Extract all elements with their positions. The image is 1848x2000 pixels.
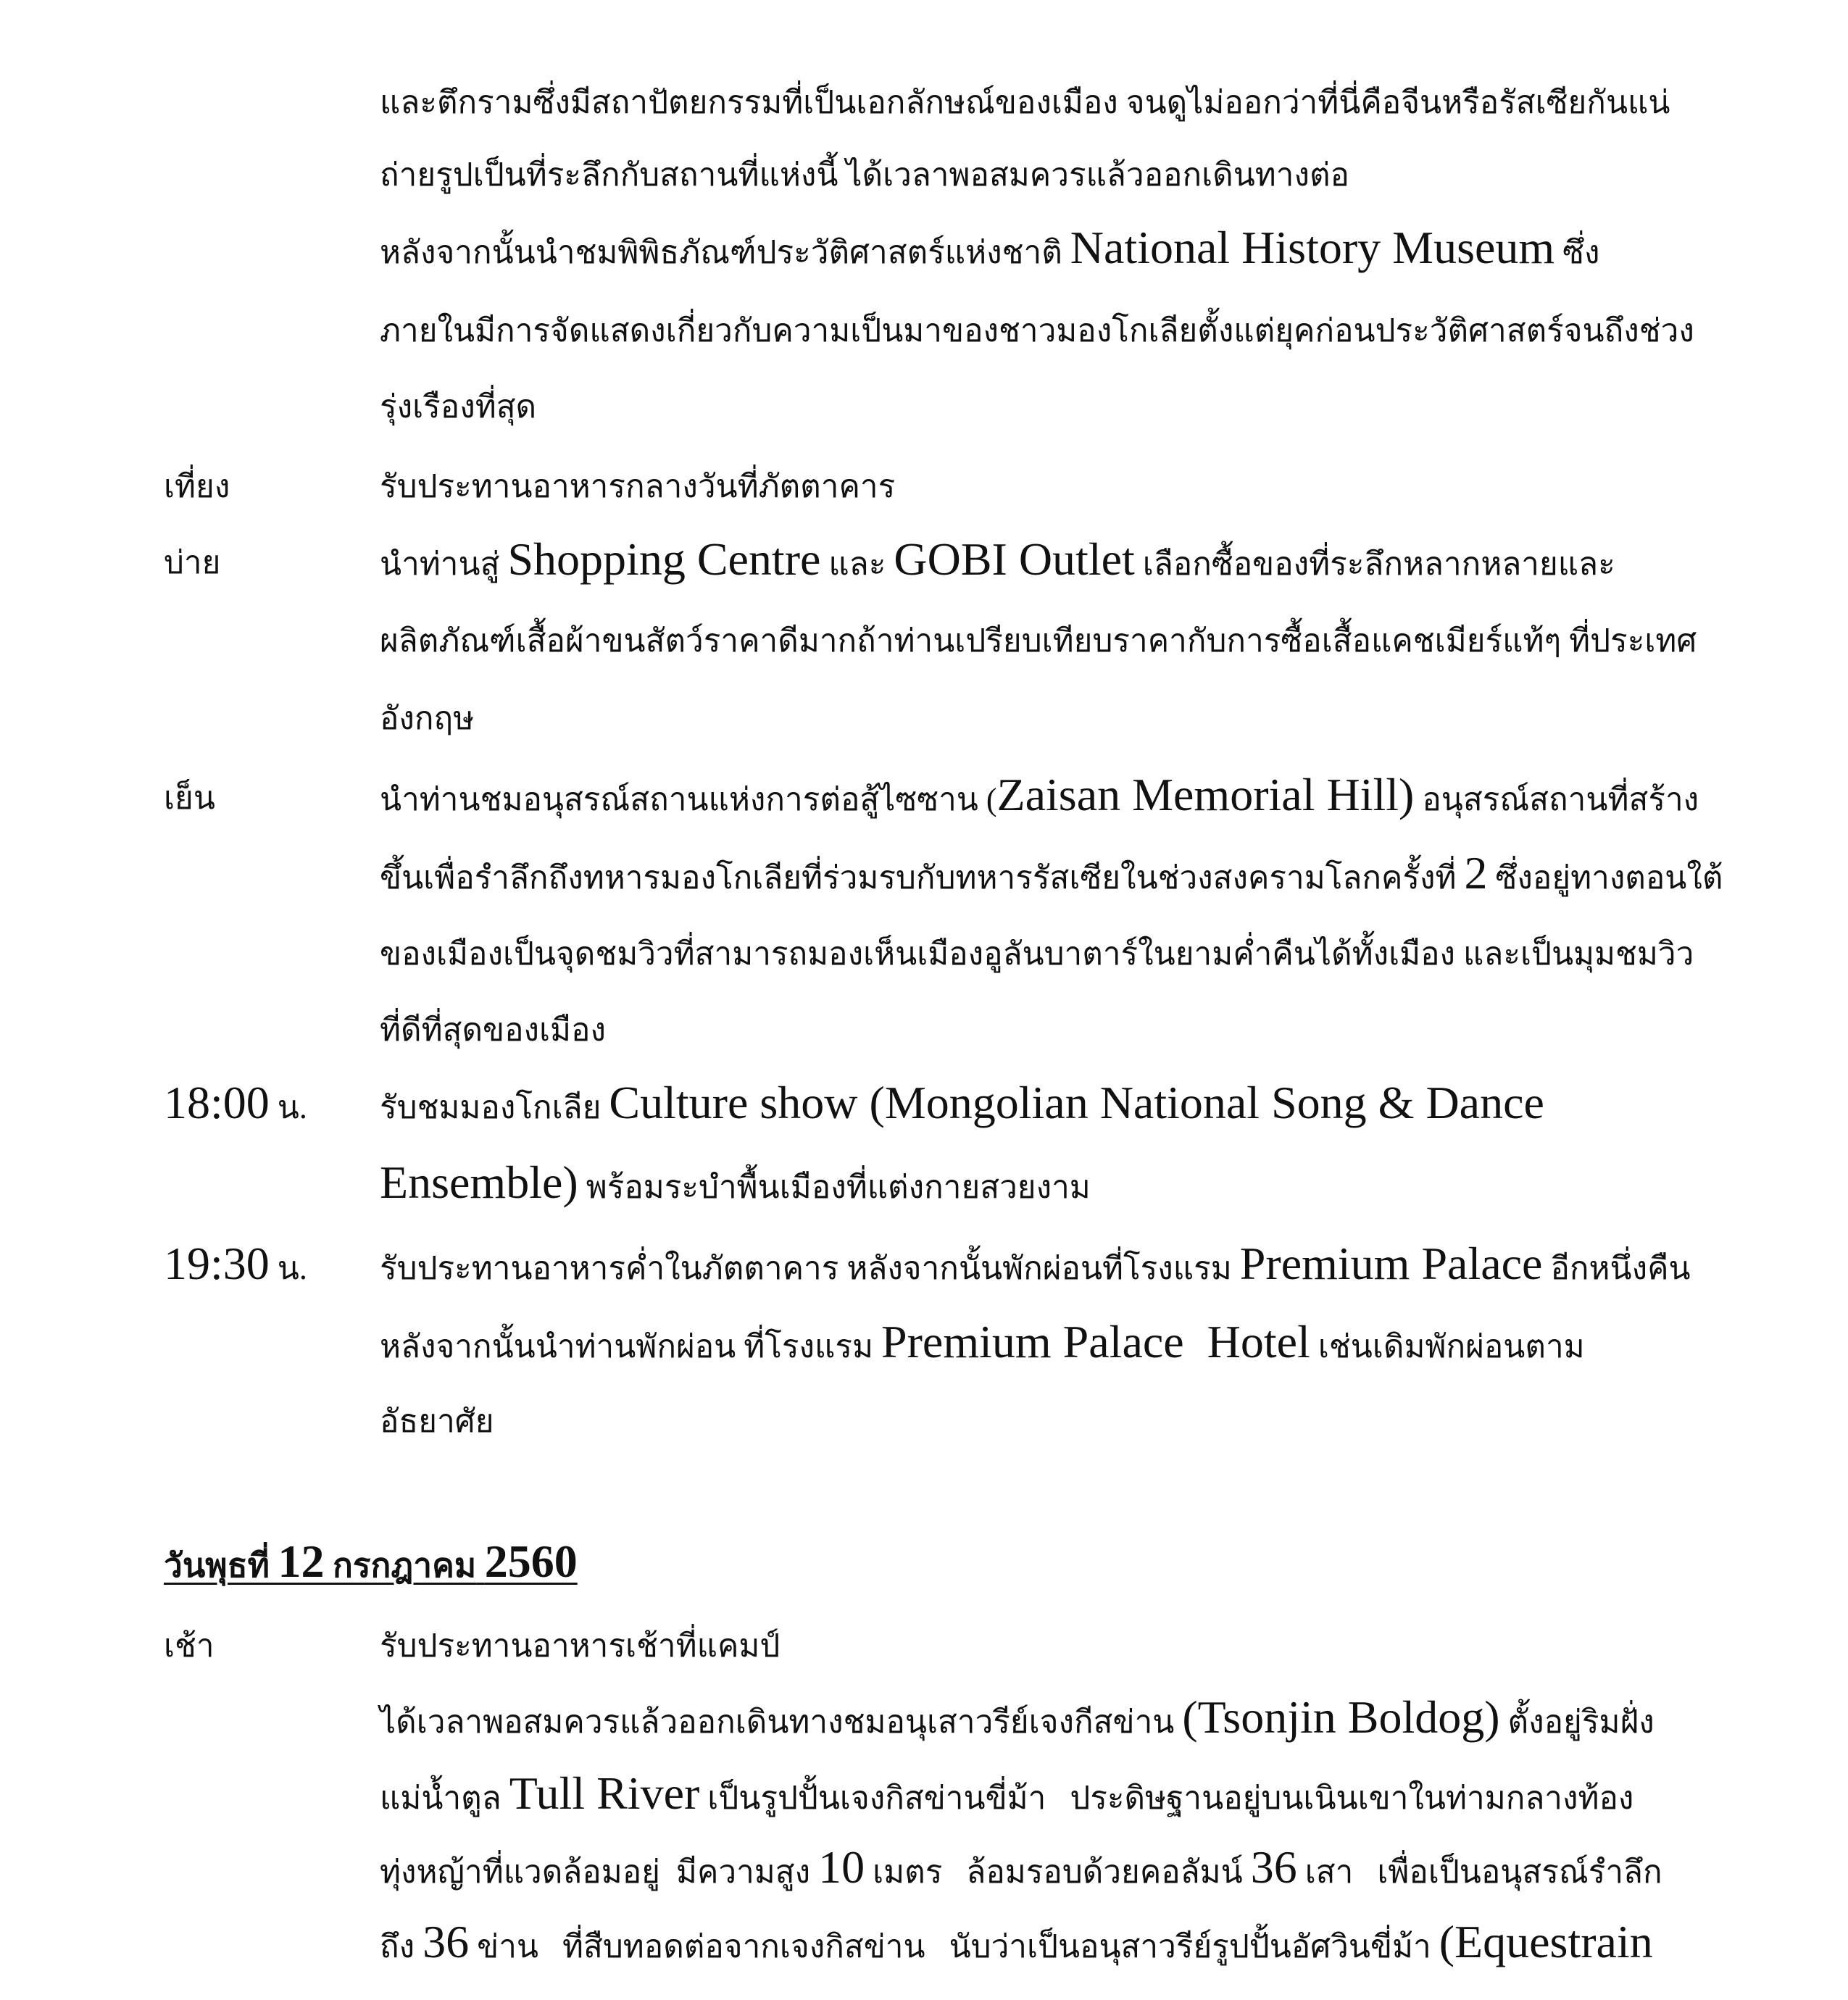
evening-label: เย็น — [164, 780, 215, 816]
dinner-line-3: อัธยาศัย — [380, 1404, 494, 1439]
statue-height: 10 — [818, 1841, 865, 1893]
statue-l3c: เมตร ล้อมรอบด้วยคอลัมน์ — [873, 1854, 1243, 1890]
statue-columns: 36 — [1250, 1841, 1297, 1893]
statue-line-2 — [380, 1767, 1634, 1822]
statue-tull-river: Tull River — [509, 1767, 700, 1819]
evening-line-2 — [380, 847, 1723, 901]
statue-l4a: ถึง — [380, 1929, 415, 1964]
intro-museum-suffix: ซึ่ง — [1562, 235, 1600, 270]
show-l1a: รับชมมองโกเลีย — [380, 1090, 602, 1125]
day-heading-year: 2560 — [484, 1536, 578, 1587]
statue-l1a: ได้เวลาพอสมควรแล้วออกเดินทางชมอนุเสาวรีย์เจงกีสข่าน — [380, 1704, 1175, 1740]
statue-l4c: ข่าน ที่สืบทอดต่อจากเจงกิสข่าน นับว่าเป็นอนุสาวรีย์รูปปั้นอัศวินขี่ม้า — [477, 1929, 1431, 1964]
statue-tsonjin-boldog: (Tsonjin Boldog) — [1182, 1691, 1500, 1743]
dinner-line-1 — [380, 1238, 1691, 1292]
afternoon-l1e: เลือกซื้อของที่ระลึกหลากหลายและ — [1142, 546, 1615, 582]
evening-line-4: ที่ดีที่สุดของเมือง — [380, 1012, 606, 1048]
statue-line-1 — [380, 1691, 1655, 1746]
evening-ww2-number: 2 — [1464, 847, 1488, 899]
show-time-value: 18:00 — [164, 1077, 270, 1128]
statue-l1c: ตั้งอยู่ริมฝั่ง — [1507, 1704, 1655, 1740]
statue-l2a: แม่น้ำตูล — [380, 1780, 501, 1816]
morning-label: เช้า — [164, 1628, 215, 1664]
day-heading-date: 12 — [278, 1536, 325, 1587]
intro-museum-english: National History Museum — [1070, 222, 1555, 273]
show-ensemble: Ensemble) — [380, 1157, 578, 1208]
evening-l1a: นำท่านชมอนุสรณ์สถานแห่งการต่อสู้ไซซาน ( — [380, 782, 997, 817]
intro-line-4: ภายในมีการจัดแสดงเกี่ยวกับความเป็นมาของชาวมองโกเลียตั้งแต่ยุคก่อนประวัติศาสตร์จนถึงช่วง — [380, 313, 1694, 349]
evening-l2a: ขึ้นเพื่อรำลึกถึงทหารมองโกเลียที่ร่วมรบกับทหารรัสเซียในช่วงสงครามโลกครั้งที่ — [380, 860, 1457, 896]
afternoon-line-1 — [380, 533, 1615, 588]
day-heading — [164, 1536, 578, 1591]
show-culture-show: Culture show (Mongolian National Song & Dance — [609, 1077, 1544, 1128]
noon-label: เที่ยง — [164, 469, 230, 504]
day-heading-month: กรกฎาคม — [333, 1547, 477, 1584]
intro-museum-thai: หลังจากนั้นนำชมพิพิธภัณฑ์ประวัติศาสตร์แห่งชาติ — [380, 235, 1062, 270]
morning-text: รับประทานอาหารเช้าที่แคมป์ — [380, 1628, 781, 1664]
dinner-l1a: รับประทานอาหารค่ำในภัตตาคาร หลังจากนั้นพักผ่อนที่โรงแรม — [380, 1251, 1232, 1286]
dinner-l1c: อีกหนึ่งคืน — [1550, 1251, 1691, 1286]
evening-zaisan: Zaisan Memorial Hill) — [996, 769, 1415, 820]
evening-l1c: อนุสรณ์สถานที่สร้าง — [1422, 782, 1699, 817]
noon-text: รับประทานอาหารกลางวันที่ภัตตาคาร — [380, 469, 896, 504]
statue-line-3 — [380, 1841, 1662, 1896]
afternoon-and: และ — [828, 546, 886, 582]
dinner-time-value: 19:30 — [164, 1238, 270, 1289]
intro-line-3 — [380, 222, 1600, 276]
statue-line-4 — [380, 1916, 1653, 1970]
dinner-premium-palace: Premium Palace — [1239, 1238, 1543, 1289]
day-heading-weekday: วันพุธที่ — [164, 1547, 270, 1584]
afternoon-gobi-outlet: GOBI Outlet — [894, 533, 1135, 585]
afternoon-shopping-centre: Shopping Centre — [507, 533, 821, 585]
evening-line-1 — [380, 769, 1699, 823]
dinner-l2a: หลังจากนั้นนำท่านพักผ่อน ที่โรงแรม — [380, 1329, 873, 1364]
afternoon-line-3: อังกฤษ — [380, 701, 475, 736]
evening-line-3: ของเมืองเป็นจุดชมวิวที่สามารถมองเห็นเมืองอูลันบาตาร์ในยามค่ำคืนได้ทั้งเมือง และเป็นมุมชมวิว — [380, 936, 1694, 972]
intro-line-1: และตึกรามซึ่งมีสถาปัตยกรรมที่เป็นเอกลักษณ์ของเมือง จนดูไม่ออกว่าที่นี่คือจีนหรือรัสเซียกันแน่ — [380, 85, 1670, 120]
dinner-premium-palace-hotel: Premium Palace Hotel — [881, 1316, 1310, 1367]
dinner-l2c: เช่นเดิมพักผ่อนตาม — [1318, 1329, 1585, 1364]
afternoon-line-2: ผลิตภัณฑ์เสื้อผ้าขนสัตว์ราคาดีมากถ้าท่านเปรียบเทียบราคากับการซื้อเสื้อแคชเมียร์แท้ๆ ที่ประเทศ — [380, 623, 1697, 659]
intro-line-5: รุ่งเรืองที่สุด — [380, 389, 537, 425]
evening-l2c: ซึ่งอยู่ทางตอนใต้ — [1495, 860, 1723, 896]
dinner-time — [164, 1238, 307, 1292]
afternoon-label: บ่าย — [164, 545, 221, 580]
dinner-time-unit: น. — [277, 1251, 307, 1286]
statue-l3e: เสา เพื่อเป็นอนุสรณ์รำลึก — [1304, 1854, 1662, 1890]
statue-equestrain: (Equestrain — [1439, 1916, 1653, 1967]
show-l2b: พร้อมระบำพื้นเมืองที่แต่งกายสวยงาม — [586, 1170, 1091, 1205]
afternoon-l1a: นำท่านสู่ — [380, 546, 500, 582]
statue-l3a: ทุ่งหญ้าที่แวดล้อมอยู่ มีความสูง — [380, 1854, 811, 1890]
show-line-2 — [380, 1159, 1091, 1211]
show-line-1 — [380, 1077, 1544, 1131]
show-time — [164, 1077, 307, 1131]
statue-l2c: เป็นรูปปั้นเจงกิสข่านขี่ม้า ประดิษฐานอยู่บนเนินเขาในท่ามกลางท้อง — [707, 1780, 1634, 1816]
intro-line-2: ถ่ายรูปเป็นที่ระลึกกับสถานที่แห่งนี้ ได้เวลาพอสมควรแล้วออกเดินทางต่อ — [380, 157, 1349, 193]
dinner-line-2 — [380, 1316, 1585, 1370]
statue-khans: 36 — [423, 1916, 470, 1967]
show-time-unit: น. — [277, 1090, 307, 1125]
